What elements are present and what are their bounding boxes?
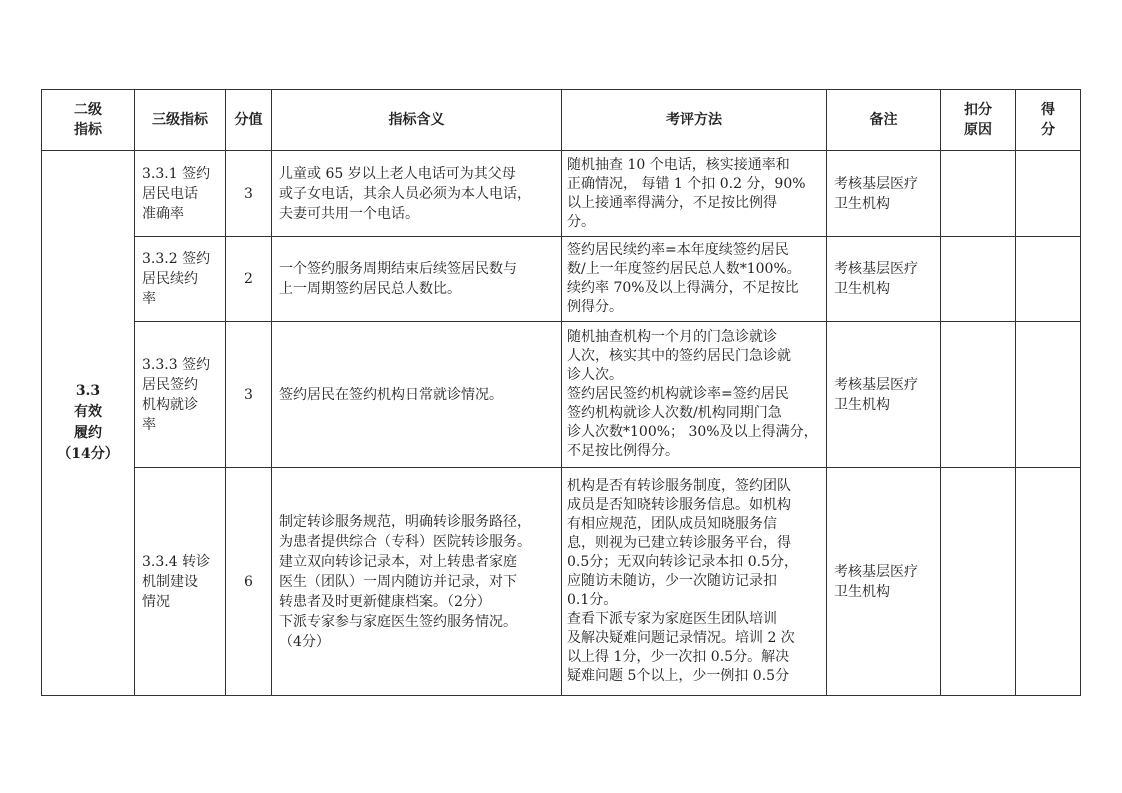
header-method: 考评方法	[562, 90, 827, 151]
meaning-cell: 签约居民在签约机构日常就诊情况。	[272, 322, 562, 468]
score-cell: 3	[226, 322, 272, 468]
remark-cell: 考核基层医疗 卫生机构	[827, 151, 941, 237]
method-cell: 随机抽查机构一个月的门急诊就诊 人次，核实其中的签约居民门急诊就 诊人次。 签约居民签约机构就诊率=签约居民 签约机构就诊人次数/机构同期门急 诊人次数*100%； 30%及以上得满分， 不足按比例得分。	[562, 322, 827, 468]
score-cell: 2	[226, 237, 272, 322]
remark-cell: 考核基层医疗 卫生机构	[827, 468, 941, 696]
deduction-cell	[941, 468, 1016, 696]
remark-cell: 考核基层医疗 卫生机构	[827, 322, 941, 468]
header-meaning: 指标含义	[272, 90, 562, 151]
indicator-cell: 3.3.1 签约 居民电话 准确率	[135, 151, 226, 237]
remark-cell: 考核基层医疗 卫生机构	[827, 237, 941, 322]
meaning-cell: 儿童或 65 岁以上老人电话可为其父母 或子女电话，其余人员必须为本人电话， 夫妻可共用一个电话。	[272, 151, 562, 237]
meaning-cell: 一个签约服务周期结束后续签居民数与 上一周期签约居民总人数比。	[272, 237, 562, 322]
table-row	[42, 468, 1081, 696]
deduction-cell	[941, 151, 1016, 237]
table-row	[42, 322, 1081, 468]
header-level2: 二级 指标	[42, 90, 135, 151]
header-level3: 三级指标	[135, 90, 226, 151]
result-cell	[1016, 468, 1081, 696]
deduction-cell	[941, 237, 1016, 322]
level2-group-label: 3.3 有效 履约 （14分）	[57, 383, 119, 462]
header-score: 分值	[226, 90, 272, 151]
method-cell: 随机抽查 10 个电话，核实接通率和 正确情况， 每错 1 个扣 0.2 分，90% 以上接通率得满分，不足按比例得 分。	[562, 151, 827, 237]
result-cell	[1016, 237, 1081, 322]
indicator-cell: 3.3.4 转诊 机制建设 情况	[135, 468, 226, 696]
result-cell	[1016, 322, 1081, 468]
method-cell: 机构是否有转诊服务制度，签约团队 成员是否知晓转诊服务信息。如机构 有相应规范，团队成员知晓服务信 息，则视为已建立转诊服务平台，得 0.5分；无双向转诊记录本扣 0.5分， 应随访未随访，少一次随访记录扣 0.1分。 查看下派专家为家庭医生团队培训 及解决疑难问题记录情况。培训 2 次 以上得 1分，少一次扣 0.5分。解决 疑难问题 5个以上，少一例扣 0.5分	[562, 468, 827, 696]
table-row	[42, 237, 1081, 322]
header-remark: 备注	[827, 90, 941, 151]
header-row	[42, 90, 1081, 151]
evaluation-table	[41, 89, 1081, 696]
header-deduction: 扣分 原因	[941, 90, 1016, 151]
score-cell: 6	[226, 468, 272, 696]
score-cell: 3	[226, 151, 272, 237]
table-row	[42, 151, 1081, 237]
method-cell: 签约居民续约率=本年度续签约居民 数/上一年度签约居民总人数*100%。 续约率 70%及以上得满分，不足按比 例得分。	[562, 237, 827, 322]
header-result: 得 分	[1016, 90, 1081, 151]
level2-group-cell	[42, 151, 135, 696]
indicator-cell: 3.3.2 签约 居民续约 率	[135, 237, 226, 322]
result-cell	[1016, 151, 1081, 237]
meaning-cell: 制定转诊服务规范，明确转诊服务路径， 为患者提供综合（专科）医院转诊服务。 建立双向转诊记录本，对上转患者家庭 医生（团队）一周内随访并记录，对下 转患者及时更新健康档案。（2分） 下派专家参与家庭医生签约服务情况。 （4分）	[272, 468, 562, 696]
indicator-cell: 3.3.3 签约 居民签约 机构就诊 率	[135, 322, 226, 468]
deduction-cell	[941, 322, 1016, 468]
